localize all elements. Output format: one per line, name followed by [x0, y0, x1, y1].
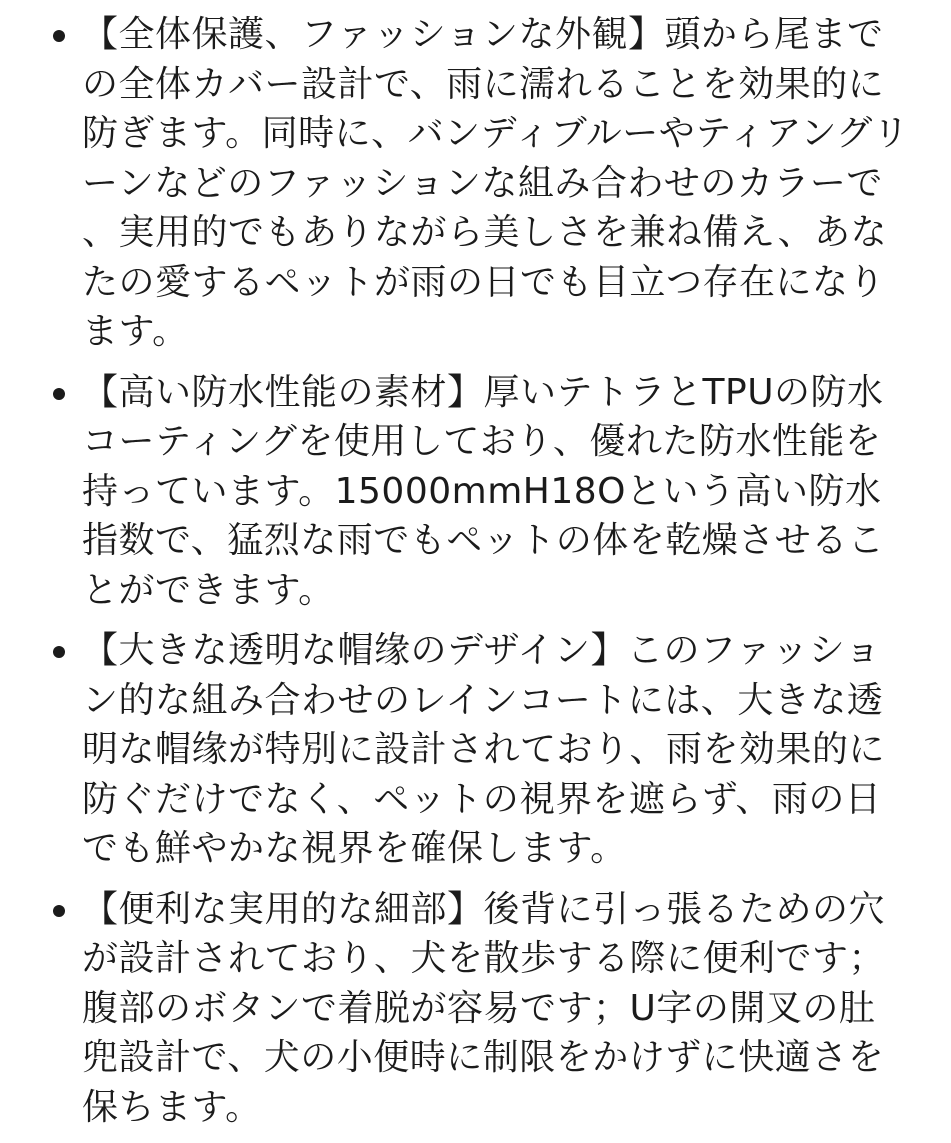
feature-item-waterproof	[0, 368, 951, 616]
feature-text: 【便利な実用的な細部】後背に引っ張るための穴が設計されており、犬を散歩する際に便利です；腹部のボタンで着脱が容易です；U字の開叉の肚兜設計で、犬の小便時に制限をかけずに快適さを保ちます。	[82, 888, 886, 1128]
feature-text: 【大きな透明な帽缘のデザイン】このファッション的な組み合わせのレインコートには、大きな透明な帽缘が特別に設計されており、雨を効果的に防ぐだけでなく、ペットの視界を遮らず、雨の日でも鮮やかな視界を確保します。	[82, 630, 886, 869]
feature-item-protection	[0, 10, 951, 357]
feature-item-brim	[0, 626, 951, 874]
feature-text: 【全体保護、ファッションな外観】頭から尾までの全体カバー設計で、雨に濡れることを効果的に防ぎます。同時に、バンディブルーやティアングリーンなどのファッションな組み合わせのカラーで、実用的でもありながら美しさを兼ね備え、あなたの愛するペットが雨の日でも目立つ存在になります。	[82, 14, 910, 352]
feature-item-details	[0, 885, 951, 1133]
feature-text: 【高い防水性能の素材】厚いテトラとTPUの防水コーティングを使用しており、優れた防水性能を持っています。15000mmH18Oという高い防水指数で、猛烈な雨でもペットの体を乾燥させることができます。	[82, 371, 885, 611]
bullet-icon	[53, 646, 65, 658]
feature-list	[0, 10, 951, 1143]
bullet-icon	[53, 30, 65, 42]
bullet-icon	[53, 388, 65, 400]
bullet-icon	[53, 905, 65, 917]
